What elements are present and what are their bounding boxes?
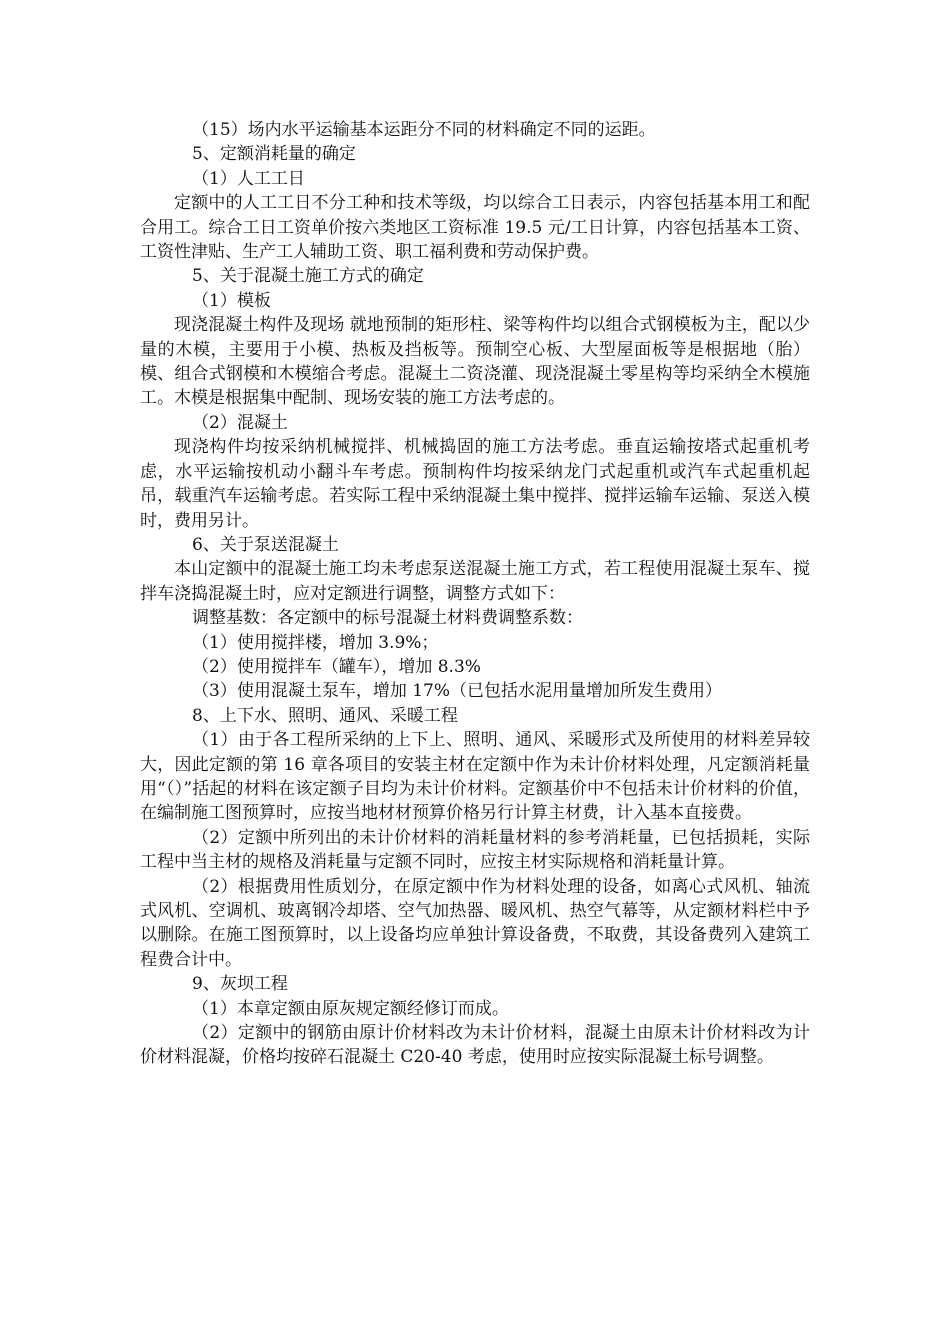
paragraph: 定额中的人工工日不分工种和技术等级，均以综合工日表示，内容包括基本用工和配合用工。综合工日工资单价按六类地区工资标准 19.5 元/工日计算，内容包括基本工资、工资性津贴、生产工人辅助工资、职工福利费和劳动保护费。 <box>140 193 810 263</box>
paragraph: （2）定额中的钢筋由原计价材料改为未计价材料，混凝土由原未计价材料改为计价材料混凝，价格均按碎石混凝土 C20-40 考虑，使用时应按实际混凝土标号调整。 <box>140 1023 810 1068</box>
list-item: （3）使用混凝土泵车，增加 17%（已包括水泥用量增加所发生费用） <box>192 681 723 702</box>
section-heading: 9、灰坝工程 <box>192 974 288 995</box>
paragraph: 调整基数：各定额中的标号混凝土材料费调整系数： <box>192 608 583 629</box>
subsection-heading: （1）模板 <box>192 290 271 311</box>
paragraph: （2）根据费用性质划分，在原定额中作为材料处理的设备，如离心式风机、轴流式风机、空调机、玻离钢冷却塔、空气加热器、暖风机、热空气幕等，从定额材料栏中予以删除。在施工图预算时，以上设备均应单独计算设备费，不取费，其设备费列入建筑工程费合计中。 <box>140 876 810 970</box>
subsection-heading: （2）混凝土 <box>192 412 288 433</box>
paragraph: 现浇混凝土构件及现场 就地预制的矩形柱、梁等构件均以组合式钢模板为主，配以少量的木模，主要用于小模、热板及挡板等。预制空心板、大型屋面板等是根据地（胎）模、组合式钢模和木模缩合考虑。混凝土二资浇灌、现浇混凝土零星构等均采纳全木模施工。木模是根据集中配制、现场安装的施工方法考虑的。 <box>140 315 810 409</box>
paragraph: （1）本章定额由原灰规定额经修订而成。 <box>192 998 509 1019</box>
paragraph: （2）定额中所列出的未计价材料的消耗量材料的参考消耗量，已包括损耗，实际工程中当主材的规格及消耗量与定额不同时，应按主材实际规格和消耗量计算。 <box>140 827 810 873</box>
section-heading: 8、上下水、照明、通风、采暖工程 <box>192 705 458 726</box>
section-heading: 5、关于混凝土施工方式的确定 <box>192 266 424 287</box>
list-item: （2）使用搅拌车（罐车），增加 8.3% <box>192 656 481 677</box>
paragraph: 本山定额中的混凝土施工均未考虑泵送混凝土施工方式，若工程使用混凝土泵车、搅拌车浇捣混凝土时，应对定额进行调整，调整方式如下： <box>140 559 810 604</box>
paragraph: 现浇构件均按采纳机械搅拌、机械捣固的施工方法考虑。垂直运输按塔式起重机考虑，水平运输按机动小翻斗车考虑。预制构件均按采纳龙门式起重机或汽车式起重机起吊，载重汽车运输考虑。若实际工程中采纳混凝土集中搅拌、搅拌运输车运输、泵送入模时，费用另计。 <box>140 437 810 531</box>
section-heading: 5、定额消耗量的确定 <box>192 144 356 165</box>
subsection-heading: （1）人工工日 <box>192 168 305 189</box>
document-body <box>140 118 810 1070</box>
list-item: （1）使用搅拌楼，增加 3.9%； <box>192 632 439 653</box>
paragraph: （15）场内水平运输基本运距分不同的材料确定不同的运距。 <box>192 120 656 140</box>
section-heading: 6、关于泵送混凝土 <box>192 534 339 555</box>
paragraph: （1）由于各工程所采纳的上下上、照明、通风、采暖形式及所使用的材料差异较大，因此定额的第 16 章各项目的安装主材在定额中作为未计价材料处理，凡定额消耗量用“（）”括起的材料在该定额子目均为未计价材料。定额基价中不包括未计价材料的价值，在编制施工图预算时，应按当地材材预算价格另行计算主材费，计入基本直接费。 <box>140 730 810 824</box>
